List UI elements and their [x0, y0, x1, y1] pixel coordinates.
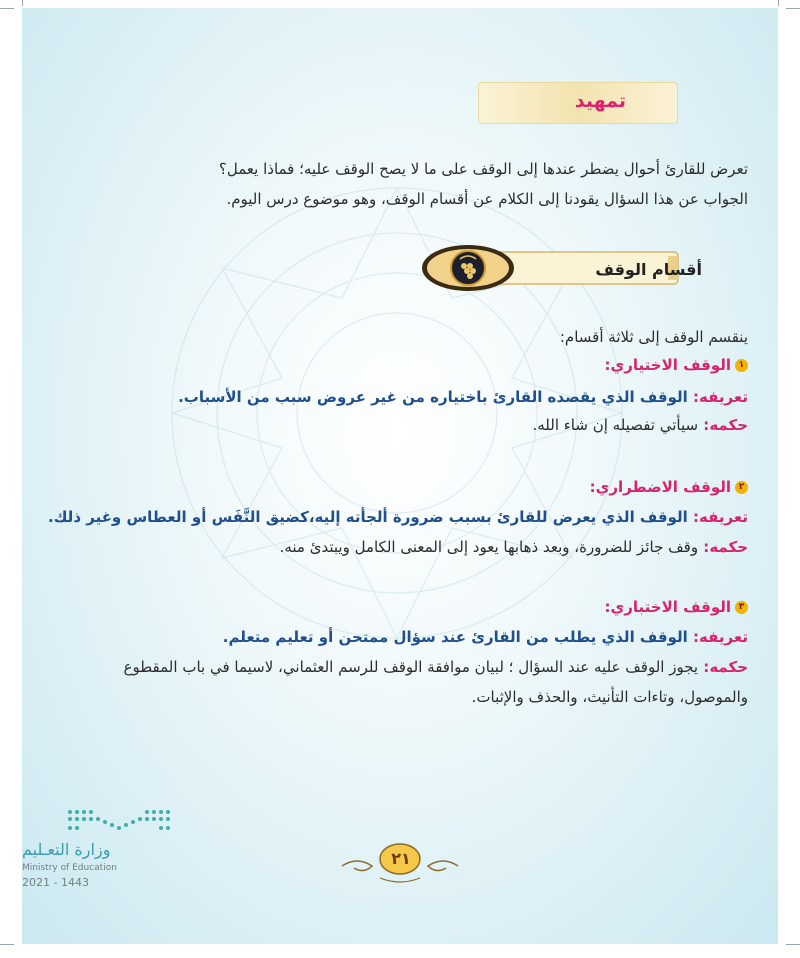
type-3-definition-line: تعريفه: الوقف الذي يطلب من القارئ عند سؤال ممتحن أو تعليم متعلم.: [222, 628, 748, 646]
type-1-definition: الوقف الذي يقصده القارئ باختياره من غير عروض سبب من الأسباب.: [178, 388, 688, 406]
type-3-name: الوقف الاختباري:: [604, 598, 731, 616]
type-1-ruling-line: حكمه: سيأتي تفصيله إن شاء الله.: [532, 416, 748, 434]
intro-line-1: تعرض للقارئ أحوال يضطر عندها إلى الوقف على ما لا يصح الوقف عليه؛ فماذا يعمل؟: [218, 160, 748, 178]
intro-heading: تمهيد: [574, 90, 626, 112]
crop-mark: [22, 0, 23, 6]
ministry-year: 2021 - 1443: [22, 876, 89, 889]
number-badge: ٣: [735, 601, 748, 614]
crop-mark: [0, 944, 14, 945]
crop-mark: [0, 8, 14, 9]
section-title: أقسام الوقف: [595, 260, 702, 279]
type-2-definition: الوقف الذي يعرض للقارئ بسبب ضرورة ألجأته إليه،كضيق النَّفَس أو العطاس وغير ذلك.: [48, 508, 688, 526]
textbook-page: [22, 8, 778, 944]
type-2-ruling: وقف جائز للضرورة، وبعد ذهابها يعود إلى المعنى الكامل ويبتدئ منه.: [279, 538, 699, 556]
intro-heading-tag: [478, 82, 678, 124]
type-1-name: الوقف الاختياري:: [604, 356, 731, 374]
type-2-name: الوقف الاضطراري:: [589, 478, 731, 496]
number-badge: ٢: [735, 481, 748, 494]
type-1-ruling: سيأتي تفصيله إن شاء الله.: [532, 416, 699, 434]
intro-line-2: الجواب عن هذا السؤال يقودنا إلى الكلام عن أقسام الوقف، وهو موضوع درس اليوم.: [226, 190, 748, 208]
type-2-ruling-line: حكمه: وقف جائز للضرورة، وبعد ذهابها يعود إلى المعنى الكامل ويبتدئ منه.: [279, 538, 748, 556]
type-1-heading: [40, 356, 748, 374]
type-3-ruling-continued: والموصول، وتاءات التأنيث، والحذف والإثبات.: [471, 688, 748, 706]
type-2-definition-line: تعريفه: الوقف الذي يعرض للقارئ بسبب ضرورة ألجأته إليه،كضيق النَّفَس أو العطاس وغير ذلك.: [48, 508, 748, 526]
ruling-label: حكمه: [709, 538, 748, 556]
type-3-ruling: يجوز الوقف عليه عند السؤال ؛ لبيان موافقة الوقف للرسم العثماني، لاسيما في باب المقطوع: [123, 658, 699, 676]
crop-mark: [786, 8, 800, 9]
ministry-name-arabic: وزارة التعـليم: [22, 840, 111, 859]
type-1-definition-line: تعريفه: الوقف الذي يقصده القارئ باختياره من غير عروض سبب من الأسباب.: [178, 388, 748, 406]
definition-label: تعريفه: [699, 628, 748, 646]
crop-mark: [778, 0, 779, 6]
definition-label: تعريفه: [699, 508, 748, 526]
type-2-heading: [40, 478, 748, 496]
ministry-logo-icon: [66, 808, 178, 836]
page-number: ٢١: [391, 849, 411, 868]
type-3-definition: الوقف الذي يطلب من القارئ عند سؤال ممتحن أو تعليم متعلم.: [222, 628, 688, 646]
number-badge: ١: [735, 359, 748, 372]
type-3-heading: [40, 598, 748, 616]
ruling-label: حكمه: [709, 416, 748, 434]
ministry-name-english: Ministry of Education: [22, 863, 117, 873]
definition-label: تعريفه: [699, 388, 748, 406]
section-lead: ينقسم الوقف إلى ثلاثة أقسام:: [559, 328, 748, 346]
crop-mark: [786, 944, 800, 945]
ruling-label: حكمه: [709, 658, 748, 676]
type-3-ruling-line: حكمه: يجوز الوقف عليه عند السؤال ؛ لبيان موافقة الوقف للرسم العثماني، لاسيما في باب المقطوع: [123, 658, 748, 676]
